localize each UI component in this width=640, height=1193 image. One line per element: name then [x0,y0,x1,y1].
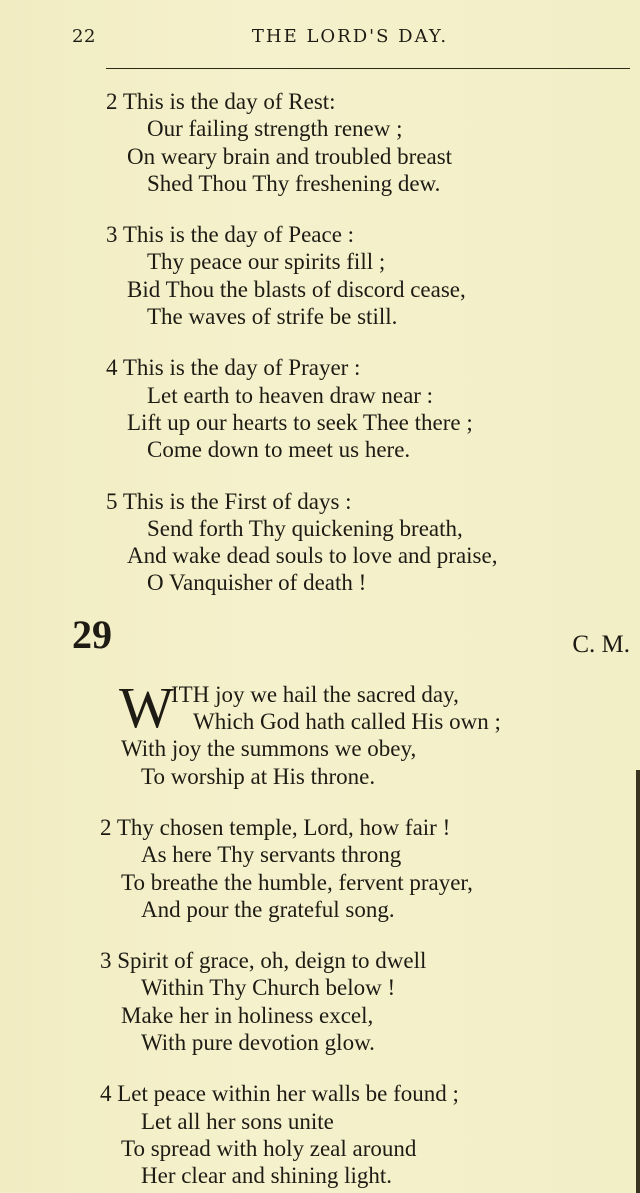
verse-line: And pour the grateful song. [141,896,395,922]
hymn-number: 29 [72,611,112,657]
verse-line: Make her in holiness excel, [121,1002,374,1028]
header-rule [106,68,630,69]
verse-line: 4 Let peace within her walls be found ; [100,1081,459,1107]
verse-line: And wake dead souls to love and praise, [127,543,498,569]
running-head: THE LORD'S DAY. [251,26,449,47]
verse-line: Come down to meet us here. [147,437,411,463]
verse-line: As here Thy servants throng [141,842,402,868]
verse-line: Her clear and shining light. [141,1163,393,1189]
verse-line: With joy the summons we obey, [121,736,417,762]
verse-line: Shed Thou Thy freshening dew. [147,170,441,196]
verse-line: O Vanquisher of death ! [147,570,367,596]
verse-line: Which God hath called His own ; [193,709,501,735]
verse-line: To worship at His throne. [141,763,376,789]
verse-line: ITH joy we hail the sacred day, [171,681,459,707]
hymn28-stanza-3 [0,221,640,330]
hymn28-stanza-2 [0,88,640,197]
verse-line: 2 This is the day of Rest: [106,89,336,114]
verse-line: Bid Thou the blasts of discord cease, [127,276,466,302]
verse-line: 3 This is the day of Peace : [106,222,355,248]
hymn-meter: C. M. [572,630,630,658]
verse-line: 3 Spirit of grace, oh, deign to dwell [100,948,427,974]
verse-line: On weary brain and troubled breast [127,143,453,169]
verse-line: 2 Thy chosen temple, Lord, how fair ! [100,814,451,840]
page-spine-edge [636,770,640,1193]
verse-line: Lift up our hearts to seek Thee there ; [127,409,473,435]
drop-cap: W [119,674,174,740]
verse-line: The waves of strife be still. [147,304,398,330]
hymn28-stanza-5 [0,488,640,597]
verse-line: Send forth Thy quickening breath, [147,515,463,541]
hymn29-stanza-3 [0,947,640,1056]
verse-line: Let earth to heaven draw near : [147,382,434,408]
page-content [0,88,640,1190]
hymn29-stanza-1 [0,674,640,790]
page-number: 22 [72,26,96,47]
verse-line: 4 This is the day of Prayer : [106,355,361,381]
verse-line: Our failing strength renew ; [147,116,403,142]
verse-line: Let all her sons unite [141,1108,334,1134]
verse-line: To spread with holy zeal around [121,1135,417,1161]
verse-line: To breathe the humble, fervent prayer, [121,869,473,895]
verse-line: With pure devotion glow. [141,1030,375,1056]
verse-line: 5 This is the First of days : [106,488,352,514]
hymn29-stanza-4 [0,1080,640,1189]
hymn29-heading [0,611,640,681]
hymn28-stanza-4 [0,354,640,463]
verse-line: Thy peace our spirits fill ; [147,249,386,275]
hymn29-stanza-2 [0,814,640,923]
verse-line: Within Thy Church below ! [141,975,396,1001]
page-header [0,26,640,52]
